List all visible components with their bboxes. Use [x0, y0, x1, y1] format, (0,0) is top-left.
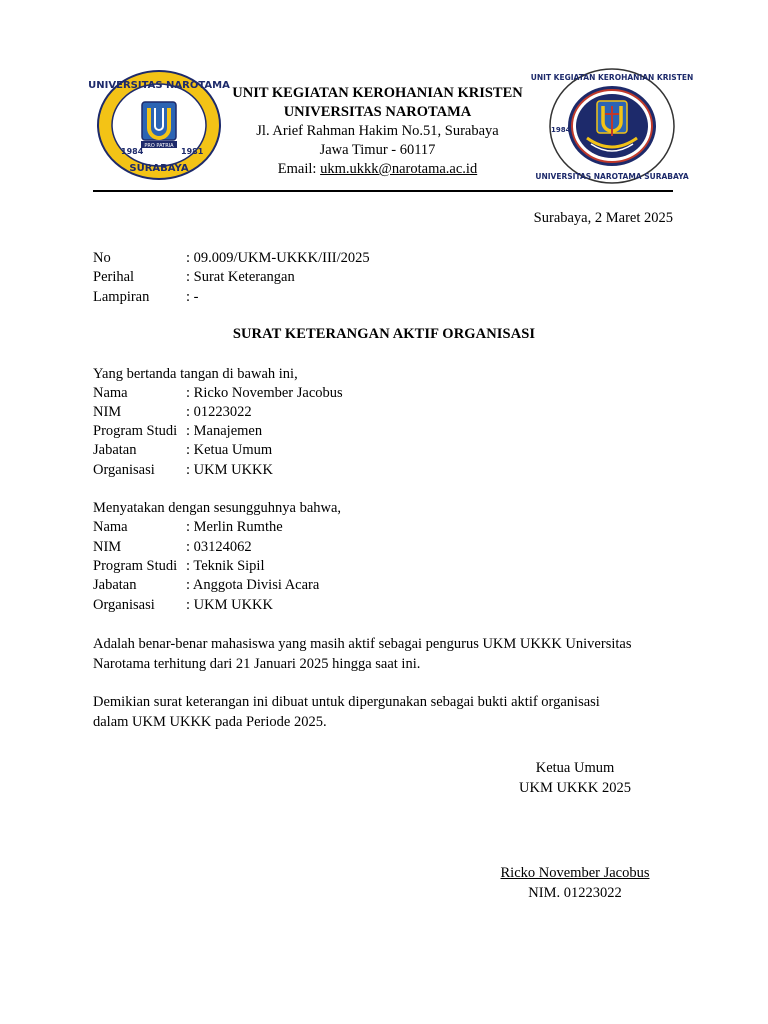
signer-program-row	[93, 422, 262, 442]
closing-paragraph	[93, 692, 683, 732]
letterhead-region: Jawa Timur - 60117	[319, 142, 436, 158]
field-key: NIM	[93, 404, 122, 420]
field-key: Nama	[93, 519, 128, 535]
field-key: NIM	[93, 539, 122, 555]
svg-text:1981: 1981	[181, 147, 204, 156]
letterhead-address: Jl. Arief Rahman Hakim No.51, Surabaya	[256, 123, 499, 139]
intro-member: Menyatakan dengan sesungguhnya bahwa,	[93, 500, 342, 516]
letter-title: SURAT KETERANGAN AKTIF ORGANISASI	[232, 326, 536, 342]
meta-subject	[93, 268, 295, 288]
field-value: : Ricko November Jacobus	[186, 385, 343, 401]
field-key: Program Studi	[93, 423, 178, 439]
svg-text:UNIVERSITAS NAROTAMA SURABAYA: UNIVERSITAS NAROTAMA SURABAYA	[535, 172, 689, 181]
meta-number	[93, 249, 370, 269]
meta-value: : -	[186, 289, 199, 305]
field-value: : 03124062	[186, 539, 252, 555]
field-value: : UKM UKKK	[186, 597, 273, 613]
field-key: Program Studi	[93, 558, 178, 574]
email-link[interactable]: ukm.ukkk@narotama.ac.id	[320, 161, 478, 177]
member-program-row	[93, 557, 264, 577]
member-organization-row	[93, 596, 273, 616]
meta-value: : Surat Keterangan	[186, 269, 295, 285]
signer-name-row	[93, 384, 343, 404]
member-nim-row	[93, 538, 252, 558]
field-value: : 01223022	[186, 404, 252, 420]
svg-text:PRO PATRIA: PRO PATRIA	[144, 143, 174, 149]
field-value: : Ketua Umum	[186, 442, 273, 458]
svg-text:1984: 1984	[551, 126, 571, 134]
meta-key: Lampiran	[93, 289, 150, 305]
field-value: : Merlin Rumthe	[186, 519, 283, 535]
signature-organization: UKM UKKK 2025	[519, 780, 631, 796]
closing-line: dalam UKM UKKK pada Periode 2025.	[93, 714, 327, 730]
letterhead-divider	[93, 190, 673, 192]
statement-paragraph	[93, 634, 683, 674]
email-label: Email:	[277, 161, 321, 177]
letterhead	[200, 84, 555, 179]
field-value: : UKM UKKK	[186, 462, 273, 478]
svg-text:1984: 1984	[121, 147, 144, 156]
signature-name: Ricko November Jacobus	[500, 865, 650, 881]
svg-text:UNIT KEGIATAN KEROHANIAN KRIST: UNIT KEGIATAN KEROHANIAN KRISTEN	[530, 73, 694, 82]
svg-text:UNIVERSITAS NAROTAMA: UNIVERSITAS NAROTAMA	[88, 80, 230, 91]
field-value: : Anggota Divisi Acara	[186, 577, 320, 593]
letterhead-email-line	[200, 160, 555, 179]
field-key: Jabatan	[93, 442, 137, 458]
field-value: : Manajemen	[186, 423, 263, 439]
field-key: Nama	[93, 385, 128, 401]
letter-date: Surabaya, 2 Maret 2025	[533, 210, 673, 226]
signer-position-row	[93, 441, 272, 461]
letterhead-university: UNIVERSITAS NAROTAMA	[283, 104, 472, 120]
signer-organization-row	[93, 461, 273, 481]
signature-nim: NIM. 01223022	[528, 885, 622, 901]
field-key: Organisasi	[93, 597, 155, 613]
meta-key: Perihal	[93, 269, 135, 285]
signature-role: Ketua Umum	[535, 760, 615, 776]
ukkk-logo	[530, 66, 694, 186]
meta-attachment	[93, 288, 198, 308]
field-key: Jabatan	[93, 577, 137, 593]
statement-line: Adalah benar-benar mahasiswa yang masih aktif sebagai pengurus UKM UKKK Universitas	[93, 636, 632, 652]
signer-nim-row	[93, 403, 252, 423]
meta-value: : 09.009/UKM-UKKK/III/2025	[186, 250, 370, 266]
statement-line: Narotama terhitung dari 21 Januari 2025 hingga saat ini.	[93, 656, 421, 672]
signature-block	[480, 758, 670, 798]
signature-name-block	[480, 863, 670, 903]
closing-line: Demikian surat keterangan ini dibuat untuk dipergunakan sebagai bukti aktif organisasi	[93, 694, 600, 710]
field-key: Organisasi	[93, 462, 155, 478]
svg-text:SURABAYA: SURABAYA	[129, 163, 189, 174]
field-value: : Teknik Sipil	[186, 558, 265, 574]
member-position-row	[93, 576, 319, 596]
intro-signer: Yang bertanda tangan di bawah ini,	[93, 366, 298, 382]
member-name-row	[93, 518, 283, 538]
letterhead-organization: UNIT KEGIATAN KEROHANIAN KRISTEN	[232, 85, 523, 101]
meta-key: No	[93, 250, 111, 266]
